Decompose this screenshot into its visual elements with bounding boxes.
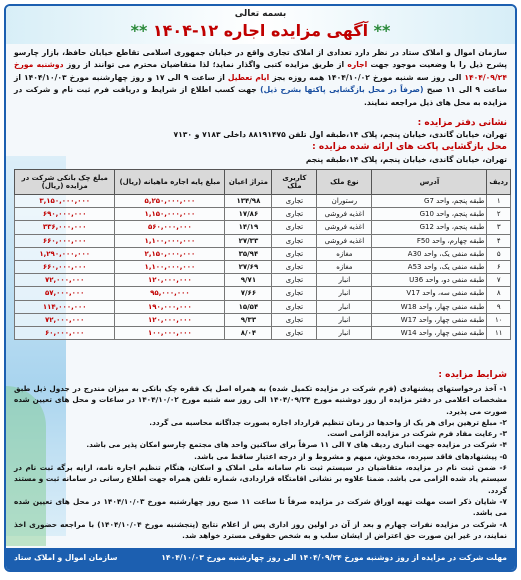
cell-area: ۱۷/۸۶ — [225, 208, 272, 221]
title-stars-right: ** — [373, 21, 391, 40]
col-header-area: متراژ اعیان — [225, 170, 272, 195]
cell-address: طبقه منفی یک، واحد A53 — [372, 260, 487, 273]
cell-type: انبار — [317, 300, 372, 313]
cell-rent: ۵,۲۵۰,۰۰۰,۰۰۰ — [115, 195, 225, 208]
intro-text-5: جهت کسب اطلاع از شرایط و دریافت فرم ثبت نام و شرکت در مزایده به محل های ذیل مراجعه نمایند. — [14, 85, 507, 107]
cell-area: ۷/۶۶ — [225, 287, 272, 300]
col-header-type: نوع ملک — [317, 170, 372, 195]
col-header-address: آدرس — [372, 170, 487, 195]
cell-area: ۱۴/۱۹ — [225, 221, 272, 234]
cell-rent: ۱۹۰,۰۰۰,۰۰۰ — [115, 300, 225, 313]
table-row — [15, 221, 511, 234]
bismillah: بسمه تعالی — [234, 9, 287, 19]
cell-row: ۳ — [487, 221, 511, 234]
table-row — [15, 260, 511, 273]
conditions-list — [14, 383, 507, 541]
cell-address: طبقه منفی چهار، واحد W14 — [372, 326, 487, 339]
cell-deposit: ۵۷,۰۰۰,۰۰۰ — [15, 287, 115, 300]
intro-highlight-4: (صرفاً در محل بازگشایی پاکتها بشرح ذیل) — [260, 85, 424, 95]
footer-deadline: مهلت شرکت در مزایده از روز دوشنبه مورخ ۱۴۰۴/۰۹/۲۴ الی روز چهارشنبه مورخ ۱۴۰۴/۱۰/۰۳ — [161, 553, 507, 562]
table-row — [15, 300, 511, 313]
cell-usage: تجاری — [272, 221, 317, 234]
table-row — [15, 208, 511, 221]
cell-row: ۲ — [487, 208, 511, 221]
condition-item: ۳- رعایت مفاد فرم شرکت در مزایده الزامی است. — [327, 429, 507, 439]
table-row — [15, 247, 511, 260]
cell-usage: تجاری — [272, 247, 317, 260]
cell-type: اغذیه فروشی — [317, 234, 372, 247]
condition-item: ۵- پیشنهادهای فاقد سپرده، مخدوش، مبهم و مشروط و از درجه اعتبار ساقط می باشد. — [194, 451, 507, 461]
cell-type: رستوران — [317, 195, 372, 208]
cell-deposit: ۳۳۶,۰۰۰,۰۰۰ — [15, 221, 115, 234]
cell-address: طبقه منفی سه، واحد V17 — [372, 287, 487, 300]
cell-row: ۱۰ — [487, 313, 511, 326]
col-header-rent: مبلغ پایه اجاره ماهیانه (ریال) — [115, 170, 225, 195]
intro-text-2: از طریق مزایده کتبی واگذار نماید؛ لذا متقاضیان محترم می توانند از روز — [66, 60, 345, 70]
table-row — [15, 326, 511, 339]
page-title — [6, 21, 515, 40]
opening-heading: محل بازگشایی پاکت های ارائه شده مزایده : — [312, 142, 507, 152]
cell-address: طبقه پنجم، واحد G12 — [372, 221, 487, 234]
cell-type: اغذیه فروشی — [317, 208, 372, 221]
intro-text-3: الی روز سه شنبه مورخ ۱۴۰۴/۱۰/۰۲ همه روزه بجز — [272, 72, 462, 82]
cell-type: انبار — [317, 326, 372, 339]
cell-rent: ۹۵,۰۰۰,۰۰۰ — [115, 287, 225, 300]
cell-area: ۹/۷۱ — [225, 274, 272, 287]
properties-table — [14, 169, 511, 340]
cell-area: ۱۵/۵۴ — [225, 300, 272, 313]
cell-deposit: ۱,۲۹۰,۰۰۰,۰۰۰ — [15, 247, 115, 260]
col-header-usage: کاربری ملک — [272, 170, 317, 195]
cell-rent: ۱,۱۰۰,۰۰۰,۰۰۰ — [115, 260, 225, 273]
cell-address: طبقه چهارم، واحد F50 — [372, 234, 487, 247]
cell-usage: تجاری — [272, 326, 317, 339]
office-address: تهران، خیابان گاندی، خیابان پنجم، پلاک ۱۴،طبقه اول تلفن ۸۸۱۹۱۴۷۵ داخلی ۷۱۸۳ و ۷۱۳۰ — [173, 130, 507, 139]
cell-row: ۱۱ — [487, 326, 511, 339]
title-text: آگهی مزایده اجاره ۱۲-۱۴۰۴ — [152, 21, 369, 40]
condition-item: ۷- شایان ذکر است مهلت تهیه اوراق شرکت در مزایده صرفاً تا ساعت ۱۱ صبح روز چهارشنبه مورخ ۱۴۰۴/۱۰/۰۳ در محل های تعیین شده می باشد. — [14, 496, 507, 518]
title-stars-left: ** — [130, 21, 148, 40]
col-header-deposit: مبلغ چک بانکی شرکت در مزایده (ریال) — [15, 170, 115, 195]
condition-item: ۶- ضمن ثبت نام در مزایده، متقاضیان در سیستم ثبت نام سامانه ملی املاک و اسکان، هنگام تنظیم اجاره نامه، ارایه برگه ثبت نام در سیستم یاد شده الزامی می باشد. ضمنا علاوه بر نشانی اقامتگاه قراردادی، شماره تلفن همراه جهت اطلاع رسانی در سامانه ثبت و مستند گردد. — [14, 463, 507, 495]
cell-rent: ۱۰۰,۰۰۰,۰۰۰ — [115, 326, 225, 339]
cell-area: ۳۵/۹۴ — [225, 247, 272, 260]
cell-type: مغازه — [317, 260, 372, 273]
intro-paragraph — [14, 47, 507, 109]
cell-row: ۱ — [487, 195, 511, 208]
col-header-row: ردیف — [487, 170, 511, 195]
cell-deposit: ۶۶۰,۰۰۰,۰۰۰ — [15, 234, 115, 247]
cell-rent: ۲,۱۵۰,۰۰۰,۰۰۰ — [115, 247, 225, 260]
table-row — [15, 195, 511, 208]
cell-type: انبار — [317, 313, 372, 326]
table-row — [15, 313, 511, 326]
cell-row: ۴ — [487, 234, 511, 247]
cell-rent: ۵۶۰,۰۰۰,۰۰۰ — [115, 221, 225, 234]
footer-organization: سازمان اموال و املاک ستاد — [14, 553, 118, 562]
intro-text-4: از ساعت ۹ الی ۱۷ و روز چهارشنبه مورخ ۱۴۰۴/۱۰/۰۳ از ساعت ۹ الی ۱۱ صبح — [14, 72, 507, 95]
cell-deposit: ۷۲,۰۰۰,۰۰۰ — [15, 313, 115, 326]
condition-item: ۲- مبلغ ترهین برای هر یک از واحدها در زمان تنظیم قرارداد اجاره بصورت جداگانه محاسبه می گردد. — [149, 417, 507, 427]
cell-rent: ۱۲۰,۰۰۰,۰۰۰ — [115, 274, 225, 287]
condition-item: ۱- آخذ درخواستهای پیشنهادی (فرم شرکت در مزایده تکمیل شده) به همراه اصل یک فقره چک بانکی به میزان مندرج در جدول ذیل طبق مشخصات اعلامی در دفتر مزایده از روز دوشنبه مورخ ۱۴۰۴/۰۹/۲۴ الی روز سه شنبه مورخ ۱۴۰۴/۱۰/۰۲ در ساعات و محل های تعیین شده صورت می پذیرد. — [14, 384, 508, 416]
cell-type: اغذیه فروشی — [317, 221, 372, 234]
cell-area: ۹/۳۳ — [225, 313, 272, 326]
cell-rent: ۱,۱۰۰,۰۰۰,۰۰۰ — [115, 234, 225, 247]
office-heading: نشانی دفتر مزایده : — [417, 118, 507, 128]
intro-highlight-1: اجاره — [347, 60, 368, 70]
cell-address: طبقه منفی چهار، واحد W18 — [372, 300, 487, 313]
auction-notice — [4, 4, 517, 572]
cell-row: ۸ — [487, 287, 511, 300]
cell-area: ۲۷/۶۹ — [225, 260, 272, 273]
cell-row: ۹ — [487, 300, 511, 313]
cell-usage: تجاری — [272, 300, 317, 313]
cell-address: طبقه پنجم، واحد G7 — [372, 195, 487, 208]
table-row — [15, 234, 511, 247]
cell-type: انبار — [317, 287, 372, 300]
intro-highlight-2: دوشنبه مورخ ۱۴۰۴/۰۹/۲۴ — [14, 60, 507, 82]
table-header-row — [15, 170, 511, 195]
cell-rent: ۱,۱۵۰,۰۰۰,۰۰۰ — [115, 208, 225, 221]
cell-area: ۸/۰۴ — [225, 326, 272, 339]
cell-row: ۷ — [487, 274, 511, 287]
condition-item: ۸- شرکت در مزایده نفرات چهارم و بعد از آن در اولین روز اداری پس از اعلام نتایج (پنجشنبه مورخ ۱۴۰۴/۱۰/۰۴) با مراجعه حضوری اخذ نمایند، در غیر این صورت حق اعتراض از ایشان سلب و به شخص حقوقی مسترد خواهد شد. — [14, 519, 507, 540]
cell-usage: تجاری — [272, 260, 317, 273]
cell-usage: تجاری — [272, 274, 317, 287]
cell-type: انبار — [317, 274, 372, 287]
opening-address: تهران، خیابان گاندی، خیابان پنجم، پلاک ۱۴،طبقه پنجم — [305, 155, 507, 164]
cell-deposit: ۶۰,۰۰۰,۰۰۰ — [15, 326, 115, 339]
intro-highlight-3: ایام تعطیل — [227, 72, 270, 82]
footer-bar — [6, 548, 515, 570]
cell-address: طبقه منفی یک، واحد A30 — [372, 247, 487, 260]
cell-usage: تجاری — [272, 287, 317, 300]
condition-item: ۴- شرکت در مزایده جهت انباری ردیف های ۷ الی ۱۱ صرفاً برای ساکنین واحد های مجتمع چارسو امکان پذیر می باشد. — [86, 440, 507, 450]
cell-rent: ۱۲۰,۰۰۰,۰۰۰ — [115, 313, 225, 326]
conditions-heading: شرایط مزایده : — [438, 370, 507, 380]
table-row — [15, 287, 511, 300]
cell-area: ۱۳۴/۹۸ — [225, 195, 272, 208]
cell-area: ۲۷/۳۳ — [225, 234, 272, 247]
cell-deposit: ۳,۱۵۰,۰۰۰,۰۰۰ — [15, 195, 115, 208]
cell-usage: تجاری — [272, 195, 317, 208]
table-row — [15, 274, 511, 287]
cell-address: طبقه منفی دو، واحد U36 — [372, 274, 487, 287]
cell-deposit: ۶۹۰,۰۰۰,۰۰۰ — [15, 208, 115, 221]
cell-address: طبقه منفی چهار، واحد W17 — [372, 313, 487, 326]
cell-row: ۵ — [487, 247, 511, 260]
cell-deposit: ۷۲,۰۰۰,۰۰۰ — [15, 274, 115, 287]
cell-deposit: ۱۱۴,۰۰۰,۰۰۰ — [15, 300, 115, 313]
cell-usage: تجاری — [272, 313, 317, 326]
cell-row: ۶ — [487, 260, 511, 273]
cell-usage: تجاری — [272, 234, 317, 247]
cell-address: طبقه پنجم، واحد G10 — [372, 208, 487, 221]
cell-usage: تجاری — [272, 208, 317, 221]
cell-deposit: ۶۶۰,۰۰۰,۰۰۰ — [15, 260, 115, 273]
intro-text-1: سازمان اموال و املاک ستاد در نظر دارد تعدادی از املاک تجاری واقع در خیابان جمهوری اسلامی تقاطع خیابان حافظ، بازار چارسو پشرح ذیل را با وضعیت موجود جهت — [14, 48, 507, 70]
cell-type: مغازه — [317, 247, 372, 260]
